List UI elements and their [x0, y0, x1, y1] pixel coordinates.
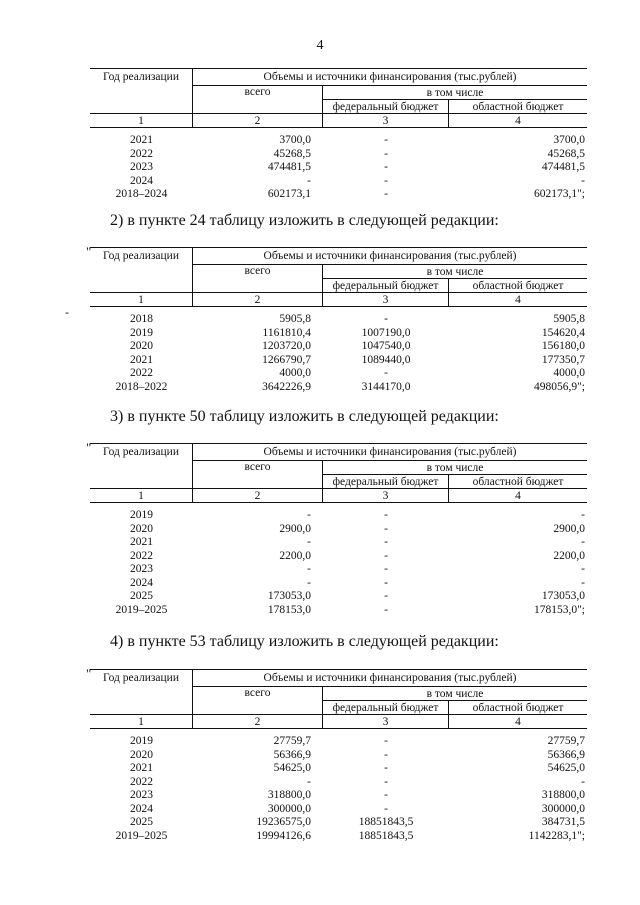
cell-regional: 318800,0	[541, 789, 585, 801]
table-row	[90, 816, 587, 830]
cell-federal: 1089440,0	[361, 353, 411, 366]
cell-federal: 18851843,5	[358, 816, 414, 828]
cell-year: 2019–2025	[115, 603, 168, 616]
cell-total: 2900,0	[279, 522, 311, 535]
margin-dash: -	[65, 305, 69, 319]
cell-regional: 173053,0	[541, 590, 585, 602]
cell-year: 2022	[130, 549, 153, 562]
col-num-1: 1	[90, 114, 193, 127]
table-row	[90, 327, 587, 341]
header-volumes: Объемы и источники финансирования (тыс.рублей)	[193, 670, 587, 687]
cell-year: 2021	[130, 536, 153, 548]
col-num-2: 2	[193, 114, 323, 127]
cell-regional: 27759,7	[547, 735, 585, 747]
col-num-4: 4	[515, 489, 521, 502]
cell-federal: -	[384, 775, 388, 788]
section-heading-3: 3) в пункте 50 таблицу изложить в следующей редакции:	[110, 408, 499, 425]
cell-federal: -	[384, 367, 388, 379]
cell-year: 2019	[130, 509, 153, 521]
header-regional: областной бюджет	[449, 279, 587, 293]
cell-total: 3700,0	[279, 134, 311, 146]
table-row	[90, 735, 587, 749]
cell-regional: 154620,4	[541, 326, 585, 339]
header-volumes: Объемы и источники финансирования (тыс.рублей)	[193, 69, 587, 86]
cell-federal: 18851843,5	[358, 829, 414, 842]
cell-regional: -	[581, 576, 585, 589]
cell-regional: 300000,0	[541, 802, 585, 815]
header-regional: областной бюджет	[449, 701, 587, 715]
cell-regional: 45268,5	[547, 147, 585, 160]
table-header	[90, 669, 587, 729]
col-num-3: 3	[323, 114, 449, 127]
cell-total: 19236575,0	[256, 816, 311, 828]
cell-year: 2019	[130, 326, 153, 339]
header-year: Год реализации	[90, 670, 193, 715]
cell-total: 1203720,0	[262, 340, 311, 352]
table-row	[90, 313, 587, 327]
col-num-2: 2	[193, 293, 323, 306]
cell-total: -	[307, 576, 311, 589]
cell-total: 56366,9	[273, 748, 311, 761]
opening-quote: "	[86, 666, 92, 681]
col-num-1: 1	[90, 489, 193, 502]
cell-year: 2019	[130, 735, 153, 747]
cell-regional: -	[581, 775, 585, 788]
cell-year: 2020	[130, 340, 153, 352]
table-row	[90, 550, 587, 564]
cell-year: 2025	[130, 816, 153, 828]
cell-year: 2025	[130, 590, 153, 602]
table-row	[90, 536, 587, 550]
header-total: всего	[193, 265, 323, 293]
header-including: в том числе	[323, 86, 587, 100]
cell-regional: 4000,0	[553, 367, 585, 379]
table-row	[90, 354, 587, 368]
col-num-4: 4	[515, 293, 521, 306]
table-row	[90, 776, 587, 790]
table-row	[90, 381, 587, 395]
financing-table-1	[90, 68, 587, 202]
section-heading-4: 4) в пункте 53 таблицу изложить в следующей редакции:	[110, 633, 499, 650]
cell-regional: 1142283,1";	[528, 829, 585, 842]
table-row	[90, 749, 587, 763]
table-row	[90, 803, 587, 817]
cell-federal: -	[384, 748, 388, 761]
cell-total: 54625,0	[273, 762, 311, 774]
cell-year: 2021	[130, 353, 153, 366]
cell-total: 178153,0	[267, 603, 311, 616]
header-volumes: Объемы и источники финансирования (тыс.рублей)	[193, 248, 587, 265]
cell-total: 474481,5	[267, 161, 311, 173]
cell-regional: 498056,9";	[533, 380, 585, 393]
table-row	[90, 590, 587, 604]
col-num-1: 1	[90, 715, 193, 728]
cell-regional: 384731,5	[541, 816, 585, 828]
cell-federal: -	[384, 603, 388, 616]
cell-regional: 2200,0	[553, 549, 585, 562]
cell-federal: -	[384, 188, 388, 200]
header-federal: федеральный бюджет	[323, 701, 449, 715]
col-num-3: 3	[323, 293, 449, 306]
header-total: всего	[193, 86, 323, 114]
header-federal: федеральный бюджет	[323, 100, 449, 114]
cell-regional: 56366,9	[547, 748, 585, 761]
table-row	[90, 161, 587, 175]
cell-federal: -	[384, 174, 388, 187]
cell-year: 2022	[130, 147, 153, 160]
cell-total: 4000,0	[279, 367, 311, 379]
cell-total: 19994126,6	[256, 829, 311, 842]
table-row	[90, 367, 587, 381]
financing-table-2	[90, 247, 587, 394]
cell-year: 2020	[130, 522, 153, 535]
table-row	[90, 175, 587, 189]
table-body	[90, 128, 587, 202]
cell-regional: 54625,0	[547, 762, 585, 774]
cell-year: 2021	[130, 762, 153, 774]
cell-total: 27759,7	[273, 735, 311, 747]
table-row	[90, 563, 587, 577]
table-row	[90, 762, 587, 776]
table-row	[90, 523, 587, 537]
cell-regional: 177350,7	[541, 353, 585, 366]
cell-total: 318800,0	[267, 789, 311, 801]
opening-quote: "	[86, 244, 92, 259]
table-row	[90, 830, 587, 844]
header-including: в том числе	[323, 461, 587, 475]
col-num-2: 2	[193, 489, 323, 502]
header-year: Год реализации	[90, 444, 193, 489]
cell-year: 2018	[130, 313, 153, 325]
cell-federal: -	[384, 789, 388, 801]
cell-total: 173053,0	[267, 590, 311, 602]
table-body	[90, 307, 587, 394]
cell-total: -	[307, 563, 311, 575]
cell-total: -	[307, 536, 311, 548]
table-row	[90, 134, 587, 148]
cell-total: -	[307, 174, 311, 187]
cell-federal: -	[384, 549, 388, 562]
header-regional: областной бюджет	[449, 475, 587, 489]
cell-federal: 1047540,0	[361, 340, 411, 352]
cell-year: 2024	[130, 174, 153, 187]
table-row	[90, 340, 587, 354]
cell-federal: -	[384, 522, 388, 535]
cell-regional: -	[581, 174, 585, 187]
cell-year: 2022	[130, 367, 153, 379]
table-body	[90, 503, 587, 617]
cell-total: 3642226,9	[262, 380, 311, 393]
cell-regional: 2900,0	[553, 522, 585, 535]
cell-federal: -	[384, 134, 388, 146]
table-header	[90, 247, 587, 307]
cell-regional: 3700,0	[553, 134, 585, 146]
cell-total: 1161810,4	[262, 326, 311, 339]
cell-total: -	[307, 775, 311, 788]
cell-regional: 156180,0	[541, 340, 585, 352]
header-total: всего	[193, 461, 323, 489]
header-federal: федеральный бюджет	[323, 279, 449, 293]
section-heading-2: 2) в пункте 24 таблицу изложить в следующей редакции:	[110, 212, 499, 229]
cell-regional: -	[581, 536, 585, 548]
cell-year: 2018–2024	[115, 188, 168, 200]
cell-total: -	[307, 509, 311, 521]
cell-year: 2024	[130, 576, 153, 589]
col-num-1: 1	[90, 293, 193, 306]
col-num-4: 4	[515, 114, 521, 127]
cell-year: 2023	[130, 563, 153, 575]
cell-regional: -	[581, 509, 585, 521]
cell-total: 300000,0	[267, 802, 311, 815]
cell-federal: -	[384, 762, 388, 774]
table-body	[90, 729, 587, 843]
cell-year: 2023	[130, 789, 153, 801]
header-including: в том числе	[323, 265, 587, 279]
cell-federal: -	[384, 802, 388, 815]
cell-year: 2023	[130, 161, 153, 173]
cell-total: 1266790,7	[262, 353, 311, 366]
cell-federal: -	[384, 563, 388, 575]
header-volumes: Объемы и источники финансирования (тыс.рублей)	[193, 444, 587, 461]
cell-federal: -	[384, 590, 388, 602]
cell-regional: 5905,8	[553, 313, 585, 325]
col-num-3: 3	[323, 489, 449, 502]
cell-total: 5905,8	[279, 313, 311, 325]
cell-year: 2024	[130, 802, 153, 815]
opening-quote: "	[86, 440, 92, 455]
header-total: всего	[193, 687, 323, 715]
table-row	[90, 604, 587, 618]
cell-regional: 474481,5	[541, 161, 585, 173]
cell-regional: -	[581, 563, 585, 575]
header-regional: областной бюджет	[449, 100, 587, 114]
cell-federal: 1007190,0	[361, 326, 411, 339]
table-row	[90, 509, 587, 523]
cell-federal: 3144170,0	[361, 380, 411, 393]
col-num-4: 4	[515, 715, 521, 728]
table-row	[90, 188, 587, 202]
cell-year: 2020	[130, 748, 153, 761]
cell-federal: -	[384, 536, 388, 548]
table-row	[90, 789, 587, 803]
cell-federal: -	[384, 509, 388, 521]
table-header	[90, 68, 587, 128]
cell-regional: 602173,1";	[533, 188, 585, 200]
cell-federal: -	[384, 147, 388, 160]
cell-regional: 178153,0";	[533, 603, 585, 616]
page-number: 4	[316, 38, 324, 53]
cell-year: 2021	[130, 134, 153, 146]
cell-total: 45268,5	[273, 147, 311, 160]
header-including: в том числе	[323, 687, 587, 701]
cell-federal: -	[384, 161, 388, 173]
financing-table-4	[90, 669, 587, 843]
table-row	[90, 148, 587, 162]
table-row	[90, 577, 587, 591]
cell-year: 2022	[130, 775, 153, 788]
table-header	[90, 443, 587, 503]
col-num-2: 2	[193, 715, 323, 728]
cell-federal: -	[384, 576, 388, 589]
cell-total: 2200,0	[279, 549, 311, 562]
cell-year: 2019–2025	[115, 829, 168, 842]
col-num-3: 3	[323, 715, 449, 728]
header-federal: федеральный бюджет	[323, 475, 449, 489]
cell-total: 602173,1	[267, 188, 311, 200]
header-year: Год реализации	[90, 69, 193, 114]
cell-year: 2018–2022	[115, 380, 168, 393]
financing-table-3	[90, 443, 587, 617]
cell-federal: -	[384, 313, 388, 325]
cell-federal: -	[384, 735, 388, 747]
header-year: Год реализации	[90, 248, 193, 293]
